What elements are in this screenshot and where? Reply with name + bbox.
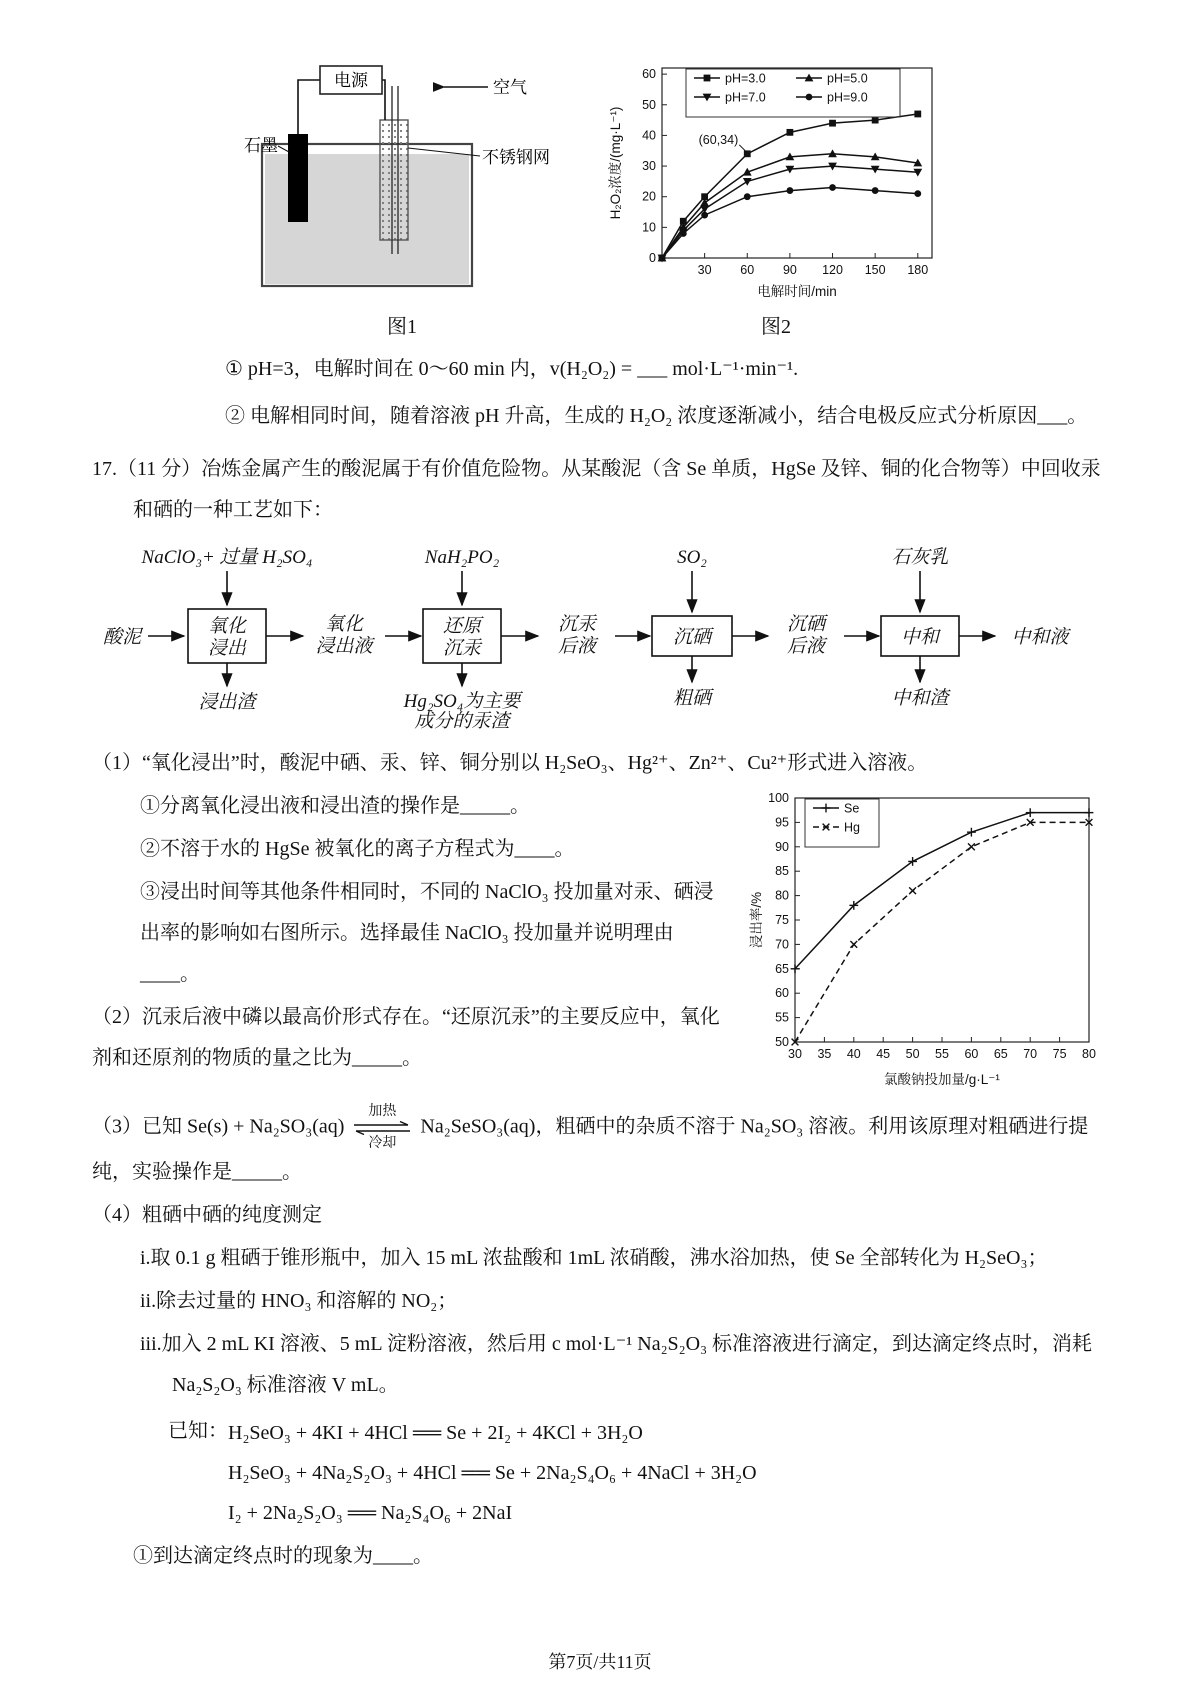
q17-part3-pre: （3）已知 Se(s) + Na₂SO₃(aq) <box>92 1115 345 1138</box>
leaching-rate-chart <box>747 788 1103 1092</box>
q17-part2: （2）沉汞后液中磷以最高价形式存在。“还原沉汞”的主要反应中，氧化剂和还原剂的物质的量之比为_____。 <box>92 1006 720 1069</box>
svg-text:60: 60 <box>740 263 755 277</box>
question17-body <box>92 743 1108 1577</box>
figure1-caption: 图1 <box>387 316 417 338</box>
svg-text:pH=3.0: pH=3.0 <box>725 71 766 86</box>
figure2-caption: 图2 <box>761 316 791 338</box>
svg-text:0: 0 <box>649 251 656 265</box>
equation-3: I₂ + 2Na₂S₂O₃ ══ Na₂S₄O₆ + 2NaI <box>228 1502 513 1525</box>
svg-text:30: 30 <box>788 1047 802 1061</box>
svg-text:40: 40 <box>642 128 656 143</box>
q17-part4-step-iii: iii.加入 2 mL KI 溶液、5 mL 淀粉溶液，然后用 c mol·L⁻¹ Na₂S₂O₃ 标准溶液进行滴定，到达滴定终点时，消耗 Na₂S₂O₃ 标准溶液 V mL。 <box>140 1333 1093 1397</box>
q17-part4-item1: ①到达滴定终点时的现象为____。 <box>133 1545 433 1568</box>
svg-text:35: 35 <box>817 1047 832 1061</box>
q17-part4: （4）粗硒中硒的纯度测定 <box>92 1204 322 1227</box>
q17-part1-item2: ②不溶于水的 HgSe 被氧化的离子方程式为____。 <box>140 838 575 860</box>
svg-text:后液: 后液 <box>786 636 826 657</box>
flow-after-mercury: 沉汞 <box>557 614 597 635</box>
svg-text:65: 65 <box>993 1047 1008 1061</box>
svg-text:20: 20 <box>642 189 656 204</box>
q17-part1-item3: ③浸出时间等其他条件相同时，不同的 NaClO₃ 投加量对汞、硒浸出率的影响如右图所示。选择最佳 NaClO₃ 投加量并说明理由____。 <box>140 881 714 985</box>
svg-text:80: 80 <box>775 888 789 903</box>
svg-text:电解时间/min: 电解时间/min <box>757 284 837 299</box>
svg-text:10: 10 <box>642 220 656 235</box>
svg-text:浸出: 浸出 <box>207 638 247 659</box>
svg-text:90: 90 <box>782 263 797 277</box>
svg-text:50: 50 <box>642 97 656 112</box>
svg-text:150: 150 <box>864 263 886 277</box>
svg-text:中和: 中和 <box>900 627 940 648</box>
svg-text:50: 50 <box>775 1035 789 1049</box>
svg-text:沉硒: 沉硒 <box>672 627 712 648</box>
svg-text:浸出率/%: 浸出率/% <box>749 891 764 949</box>
question16-items <box>92 349 1108 437</box>
heat-label: 加热 <box>368 1104 397 1119</box>
q17-part4-step-i: i.取 0.1 g 粗硒于锥形瓶中，加入 15 mL 浓盐酸和 1mL 浓硝酸，沸水浴加热，使 Se 全部转化为 H₂SeO₃； <box>140 1247 1048 1270</box>
graphite-label: 石墨 <box>244 136 278 155</box>
svg-text:沉汞: 沉汞 <box>442 638 482 659</box>
svg-text:95: 95 <box>775 815 789 830</box>
flow-waste-residue: 浸出渣 <box>198 692 256 713</box>
air-label: 空气 <box>493 78 527 97</box>
known-equations <box>168 1412 1108 1534</box>
svg-text:Hg: Hg <box>844 820 860 835</box>
h2o2-concentration-chart <box>606 60 946 304</box>
flow-feed: 酸泥 <box>102 627 142 648</box>
svg-text:还原: 还原 <box>442 616 482 637</box>
flow-input-nah2po2: NaH₂PO₂ <box>424 547 500 568</box>
svg-text:60: 60 <box>642 67 656 82</box>
flow-leachate: 氧化 <box>324 614 364 635</box>
svg-text:pH=7.0: pH=7.0 <box>725 90 766 105</box>
q16-item1: ① pH=3，电解时间在 0～60 min 内，v(H₂O₂) = ___ mol·L⁻¹·min⁻¹. <box>225 358 799 380</box>
reversible-condition <box>350 1104 414 1152</box>
flow-waste-neutralize: 中和渣 <box>891 688 949 709</box>
svg-text:65: 65 <box>775 961 789 976</box>
q16-item2: ② 电解相同时间，随着溶液 pH 升高，生成的 H₂O₂ 浓度逐渐减小，结合电极反应式分析原因___。 <box>225 405 1088 427</box>
svg-text:H₂O₂浓度/(mg·L⁻¹): H₂O₂浓度/(mg·L⁻¹) <box>608 106 623 220</box>
flow-input-so2: SO₂ <box>677 547 707 568</box>
equation-1: H₂SeO₃ + 4KI + 4HCl ══ Se + 2I₂ + 4KCl + 3H₂O <box>228 1422 643 1445</box>
flow-input-lime: 石灰乳 <box>891 547 949 568</box>
svg-text:浸出液: 浸出液 <box>315 636 373 657</box>
cool-label: 冷却 <box>368 1136 397 1152</box>
figure1-block <box>242 56 562 339</box>
known-label: 已知： <box>168 1420 228 1443</box>
svg-text:pH=5.0: pH=5.0 <box>827 71 868 86</box>
flow-crude-selenium: 粗硒 <box>672 688 712 709</box>
power-supply-label: 电源 <box>334 71 368 90</box>
svg-text:50: 50 <box>905 1047 920 1061</box>
svg-text:Se: Se <box>844 801 860 816</box>
svg-text:成分的汞渣: 成分的汞渣 <box>414 711 510 732</box>
flowchart-wrap <box>92 541 1108 739</box>
flow-waste-mercury: Hg₂SO₄为主要 <box>403 691 521 712</box>
flow-after-selenium: 沉硒 <box>786 614 826 635</box>
svg-text:180: 180 <box>907 263 929 277</box>
equilibrium-arrows-icon <box>350 1120 414 1136</box>
figure2-block <box>606 60 946 339</box>
svg-text:60: 60 <box>964 1047 979 1061</box>
svg-text:60: 60 <box>775 986 789 1001</box>
svg-text:90: 90 <box>775 839 789 854</box>
svg-text:70: 70 <box>1023 1047 1038 1061</box>
svg-text:(60,34): (60,34) <box>698 132 739 147</box>
equation-2: H₂SeO₃ + 4Na₂S₂O₃ + 4HCl ══ Se + 2Na₂S₄O₆ + 4NaCl + 3H₂O <box>228 1462 757 1485</box>
page-number: 第7页/共11页 <box>548 1652 652 1672</box>
wire-left <box>298 80 320 134</box>
svg-text:120: 120 <box>822 263 843 277</box>
svg-text:70: 70 <box>775 937 789 952</box>
q17-part3 <box>92 1104 1108 1193</box>
svg-text:55: 55 <box>935 1047 949 1061</box>
svg-text:30: 30 <box>642 159 656 174</box>
svg-text:氯酸钠投加量/g·L⁻¹: 氯酸钠投加量/g·L⁻¹ <box>884 1072 1000 1087</box>
q17-part1: （1）“氧化浸出”时，酸泥中硒、汞、锌、铜分别以 H₂SeO₃、Hg²⁺、Zn²⁺、Cu²⁺形式进入溶液。 <box>92 752 928 774</box>
q17-part1-item1: ①分离氧化浸出液和浸出渣的操作是_____。 <box>140 795 530 817</box>
flow-product: 中和液 <box>1011 627 1069 648</box>
svg-text:氧化: 氧化 <box>207 616 247 637</box>
svg-text:80: 80 <box>1082 1047 1096 1061</box>
svg-text:45: 45 <box>876 1047 891 1061</box>
top-figures-row <box>242 56 1108 339</box>
electrolysis-apparatus-figure <box>242 56 562 304</box>
svg-text:pH=9.0: pH=9.0 <box>827 90 868 105</box>
equations-list <box>228 1412 757 1534</box>
svg-text:后液: 后液 <box>557 636 597 657</box>
q17-part4-step-ii: ii.除去过量的 HNO₃ 和溶解的 NO₂； <box>140 1290 458 1313</box>
svg-text:40: 40 <box>846 1047 861 1061</box>
process-flowchart <box>92 541 1108 733</box>
svg-text:85: 85 <box>775 864 789 879</box>
svg-text:100: 100 <box>768 791 789 805</box>
svg-text:30: 30 <box>697 263 712 277</box>
leaching-chart-block <box>742 788 1108 1098</box>
mesh-label: 不锈钢网 <box>482 148 550 167</box>
flow-input-naclo3: NaClO₃+ 过量 H₂SO₄ <box>141 547 313 568</box>
stainless-mesh-electrode <box>380 120 408 240</box>
graphite-electrode <box>288 134 308 222</box>
svg-text:55: 55 <box>775 1010 789 1025</box>
svg-text:75: 75 <box>775 913 789 927</box>
q17-part3-post: Na₂SeSO₃(aq)，粗硒中的杂质不溶于 Na₂SO₃ 溶液。利用该原理对粗硒进行提纯，实验操作是_____。 <box>92 1115 1089 1184</box>
svg-text:75: 75 <box>1052 1047 1067 1061</box>
question17-stem: 17.（11 分）冶炼金属产生的酸泥属于有价值危险物。从某酸泥（含 Se 单质，HgSe 及锌、铜的化合物等）中回收汞和硒的一种工艺如下： <box>92 458 1101 521</box>
